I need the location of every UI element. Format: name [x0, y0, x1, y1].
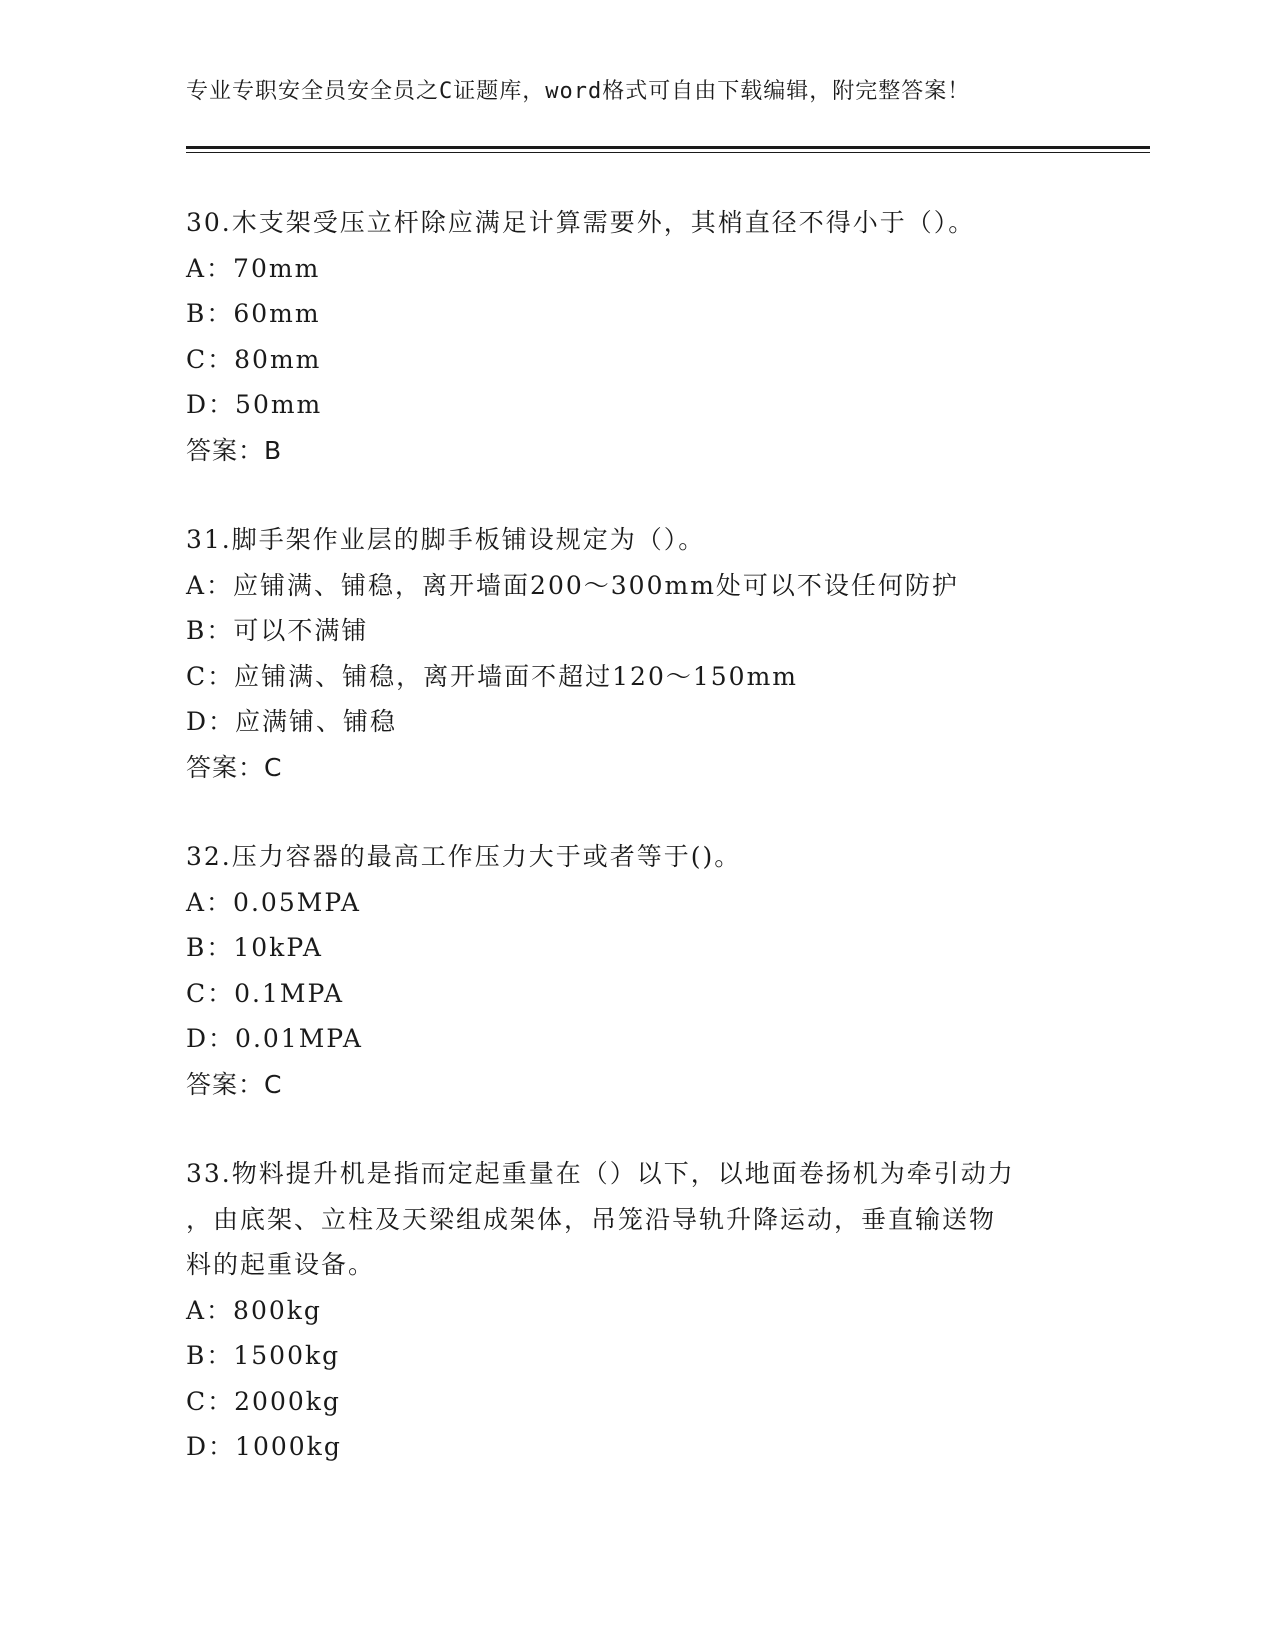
option-d: D：50mm: [186, 390, 323, 419]
option-a: A：70mm: [186, 253, 321, 283]
question-stem: 32.压力容器的最高工作压力大于或者等于()。: [186, 842, 742, 871]
option-c: C：2000kg: [186, 1386, 341, 1416]
question-stem: 31.脚手架作业层的脚手板铺设规定为（）。: [186, 525, 706, 554]
question-stem: 30.木支架受压立杆除应满足计算需要外，其梢直径不得小于（）。: [186, 208, 976, 237]
option-d: D：0.01MPA: [186, 1024, 363, 1053]
option-d: D：1000kg: [186, 1432, 342, 1461]
question-33: [186, 1151, 1086, 1470]
option-b: B：1500kg: [186, 1341, 341, 1370]
question-30: [186, 200, 1086, 473]
question-32: [186, 834, 1086, 1107]
answer-line: 答案：C: [186, 1069, 283, 1099]
question-stem-line-2: ，由底架、立柱及天梁组成架体，吊笼沿导轨升降运动，垂直输送物: [186, 1204, 997, 1234]
option-b: B：60mm: [186, 299, 321, 328]
question-stem-line-3: 料的起重设备。: [186, 1250, 376, 1279]
option-c: C：应铺满、铺稳，离开墙面不超过120～150mm: [186, 661, 798, 691]
option-b: B：10kPA: [186, 933, 323, 962]
answer-line: 答案：B: [186, 435, 283, 465]
option-b: B：可以不满铺: [186, 616, 369, 645]
page-header: 专业专职安全员安全员之C证题库，word格式可自由下载编辑，附完整答案！: [186, 79, 971, 104]
answer-line: 答案：C: [186, 752, 283, 782]
question-list: [186, 200, 1086, 1470]
option-c: C：80mm: [186, 344, 322, 374]
option-c: C：0.1MPA: [186, 978, 345, 1008]
option-d: D：应满铺、铺稳: [186, 707, 398, 736]
header-rule-thick: [186, 146, 1150, 149]
option-a: A：应铺满、铺稳，离开墙面200～300mm处可以不设任何防护: [186, 570, 959, 600]
option-a: A：800kg: [186, 1295, 322, 1325]
question-31: [186, 517, 1086, 790]
option-a: A：0.05MPA: [186, 887, 361, 917]
header-rule-thin: [186, 152, 1150, 153]
question-stem-line-1: 33.物料提升机是指而定起重量在（）以下，以地面卷扬机为牵引动力: [186, 1159, 1015, 1188]
